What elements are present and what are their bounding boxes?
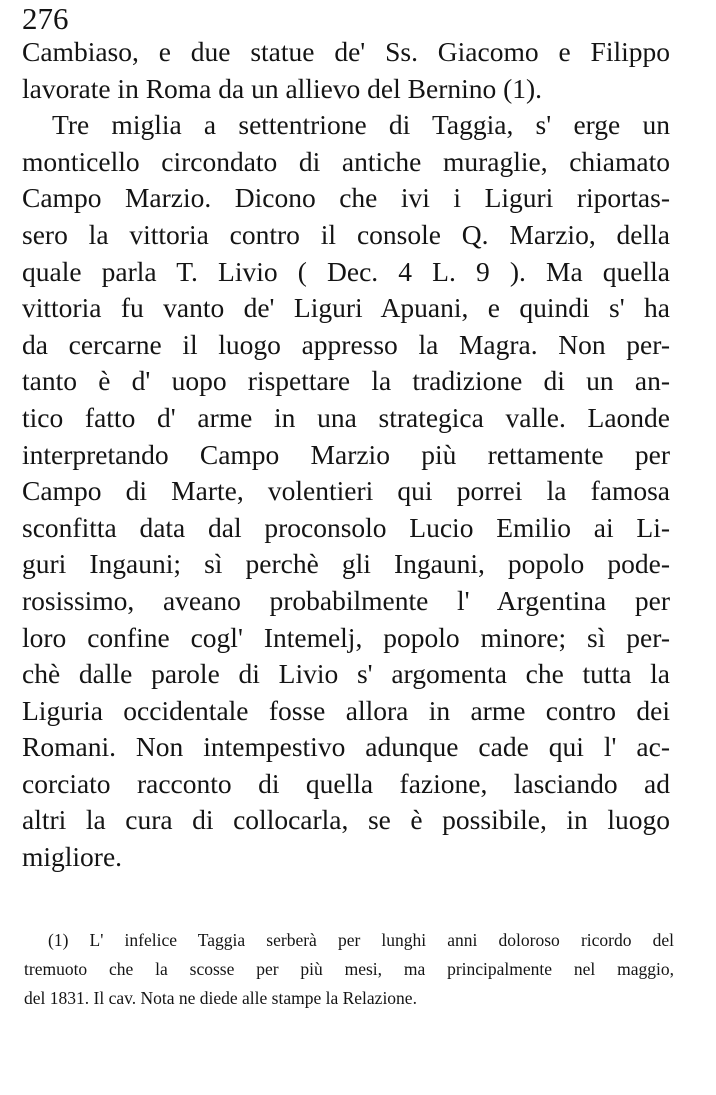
text-line: Romani. Non intempestivo adunque cade qui l' ac-: [22, 731, 670, 763]
footnote-line: (1) L' infelice Taggia serberà per lunghi anni doloroso ricordo del: [48, 930, 674, 950]
text-line: quale parla T. Livio ( Dec. 4 L. 9 ). Ma quella: [22, 255, 670, 287]
text-line: chè dalle parole di Livio s' argomenta che tutta la: [22, 658, 670, 690]
text-line: corciato racconto di quella fazione, lasciando ad: [22, 767, 670, 799]
text-line: Tre miglia a settentrione di Taggia, s' erge un: [52, 109, 670, 141]
text-line: Cambiaso, e due statue de' Ss. Giacomo e Filippo: [22, 36, 670, 67]
text-line: altri la cura di collocarla, se è possibile, in luogo: [22, 804, 670, 836]
text-line: vittoria fu vanto de' Liguri Apuani, e quindi s' ha: [22, 292, 670, 324]
text-line: sero la vittoria contro il console Q. Marzio, della: [22, 218, 670, 250]
body-text: [22, 34, 670, 876]
text-line: Liguria occidentale fosse allora in arme contro dei: [22, 694, 670, 726]
text-line: migliore.: [22, 841, 123, 873]
page-number: 276: [22, 1, 69, 36]
text-line: monticello circondato di antiche muraglie, chiamato: [22, 145, 670, 177]
text-line: interpretando Campo Marzio più rettamente per: [22, 438, 670, 470]
text-line: Campo di Marte, volentieri qui porrei la famosa: [22, 475, 670, 507]
text-line: sconfitta data dal proconsolo Lucio Emilio ai Li-: [22, 511, 670, 543]
text-line: rosissimo, aveano probabilmente l' Argentina per: [22, 584, 670, 616]
text-line: tanto è d' uopo rispettare la tradizione di un an-: [22, 365, 670, 397]
footnote-line: tremuoto che la scosse per più mesi, ma principalmente nel maggio,: [24, 959, 674, 979]
footnote: [24, 926, 674, 1013]
text-line: guri Ingauni; sì perchè gli Ingauni, popolo pode-: [22, 548, 670, 580]
text-line: Campo Marzio. Dicono che ivi i Liguri riportas-: [22, 182, 670, 214]
text-line: tico fatto d' arme in una strategica valle. Laonde: [22, 401, 670, 433]
text-line: da cercarne il luogo appresso la Magra. Non per-: [22, 328, 670, 360]
text-line: loro confine cogl' Intemelj, popolo minore; sì per-: [22, 621, 670, 653]
footnote-line: del 1831. Il cav. Nota ne diede alle stampe la Relazione.: [24, 988, 417, 1008]
text-line: lavorate in Roma da un allievo del Bernino (1).: [22, 72, 543, 104]
